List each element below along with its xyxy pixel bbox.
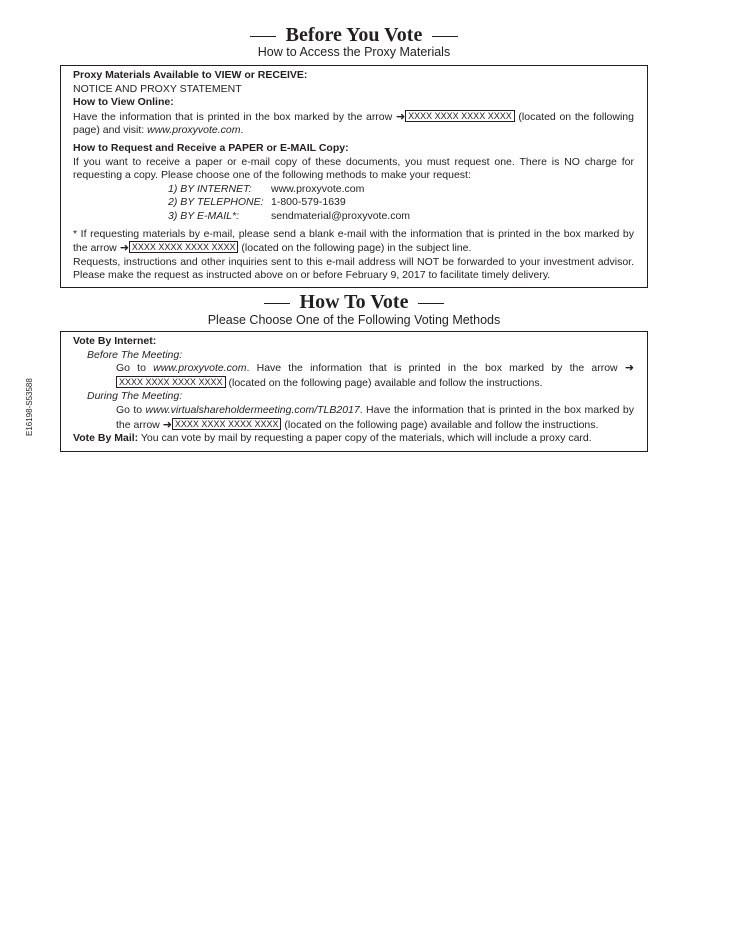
method-label: 1) BY INTERNET: <box>168 182 252 195</box>
during-text-1: Go to <box>116 403 143 416</box>
title-rule-left <box>264 303 290 304</box>
during-text-3: (located on the following page) available and follow the instructions. <box>284 418 599 431</box>
arrow-icon: ➜ <box>395 110 406 123</box>
virtual-meeting-link[interactable]: www.virtualshareholdermeeting.com/TLB2017 <box>145 403 360 416</box>
proxyvote-link[interactable]: www.proxyvote.com <box>153 362 247 375</box>
vote-by-internet-heading: Vote By Internet: <box>73 335 157 347</box>
view-online-period: . <box>240 124 244 137</box>
proxy-materials-box <box>60 65 648 288</box>
email-note <box>73 228 634 256</box>
title-rule-left <box>250 36 276 37</box>
email-note-text-2: (located on the following page) in the subject line. <box>241 242 472 255</box>
request-methods-list <box>168 183 634 224</box>
before-you-vote-title-text: Before You Vote <box>285 24 423 46</box>
request-text: If you want to receive a paper or e-mail copy of these documents, you must request one. There is NO charge for requesting a copy. Please choose one of the following methods to make your request: <box>73 155 634 182</box>
before-meeting-label: Before The Meeting: <box>87 348 183 361</box>
vote-by-mail-heading: Vote By Mail: <box>73 432 139 445</box>
control-number-box: XXXX XXXX XXXX XXXX <box>172 418 282 430</box>
method-label: 2) BY TELEPHONE: <box>168 196 264 209</box>
view-online-text-1: Have the information that is printed in the box marked by the arrow <box>73 110 393 123</box>
voting-methods-box <box>60 331 648 452</box>
before-text-3: (located on the following page) available and follow the instructions. <box>228 376 543 389</box>
request-heading: How to Request and Receive a PAPER or E-MAIL Copy: <box>73 141 349 154</box>
control-number-box: XXXX XXXX XXXX XXXX <box>116 376 226 388</box>
materials-list: NOTICE AND PROXY STATEMENT <box>73 82 242 95</box>
control-number-box: XXXX XXXX XXXX XXXX <box>129 241 239 253</box>
how-to-vote-subtitle: Please Choose One of the Following Voting Methods <box>207 313 501 327</box>
method-label: 3) BY E-MAIL*: <box>168 209 239 222</box>
method-value[interactable]: sendmaterial@proxyvote.com <box>271 209 411 222</box>
view-online-heading: How to View Online: <box>73 96 174 109</box>
before-you-vote-title <box>60 24 648 46</box>
materials-heading: Proxy Materials Available to VIEW or RECEIVE: <box>73 69 308 81</box>
proxyvote-link[interactable]: www.proxyvote.com <box>147 124 241 137</box>
title-rule-right <box>418 303 444 304</box>
arrow-icon: ➜ <box>162 418 172 431</box>
during-meeting-label: During The Meeting: <box>87 390 183 403</box>
before-meeting-text <box>116 362 634 390</box>
forward-note: Requests, instructions and other inquiries sent to this e-mail address will NOT be forwarded to your investment advisor. Please make the request as instructed above on or before February 9, 2017 to facilitate timely delivery. <box>73 255 634 282</box>
side-job-code: E16198-S53588 <box>25 378 34 436</box>
arrow-icon: ➜ <box>119 242 129 255</box>
view-online-text <box>73 110 634 138</box>
email-note-text-1: * If requesting materials by e-mail, please send a blank e-mail with the information that is printed in the box marked by the arrow <box>73 227 634 255</box>
before-text-2: . Have the information that is printed in the box marked by the arrow <box>246 362 618 375</box>
vote-by-mail-text: You can vote by mail by requesting a paper copy of the materials, which will include a proxy card. <box>140 432 592 445</box>
method-email <box>168 210 634 224</box>
method-internet <box>168 183 634 197</box>
method-value[interactable]: 1-800-579-1639 <box>271 196 346 209</box>
during-text-2: . Have the information that is printed in the box marked by the arrow <box>116 403 634 431</box>
title-rule-right <box>432 36 458 37</box>
method-value[interactable]: www.proxyvote.com <box>271 182 365 195</box>
arrow-icon: ➜ <box>624 362 635 375</box>
view-online-text-2: (located on the following page) and visit: <box>73 110 634 137</box>
vote-by-mail <box>73 432 634 446</box>
before-you-vote-subtitle: How to Access the Proxy Materials <box>257 45 451 59</box>
how-to-vote-title-text: How To Vote <box>299 291 409 313</box>
control-number-box: XXXX XXXX XXXX XXXX <box>405 110 515 122</box>
how-to-vote-title <box>60 291 648 313</box>
method-telephone <box>168 196 634 210</box>
before-text-1: Go to <box>116 362 146 375</box>
during-meeting-text <box>116 404 634 432</box>
